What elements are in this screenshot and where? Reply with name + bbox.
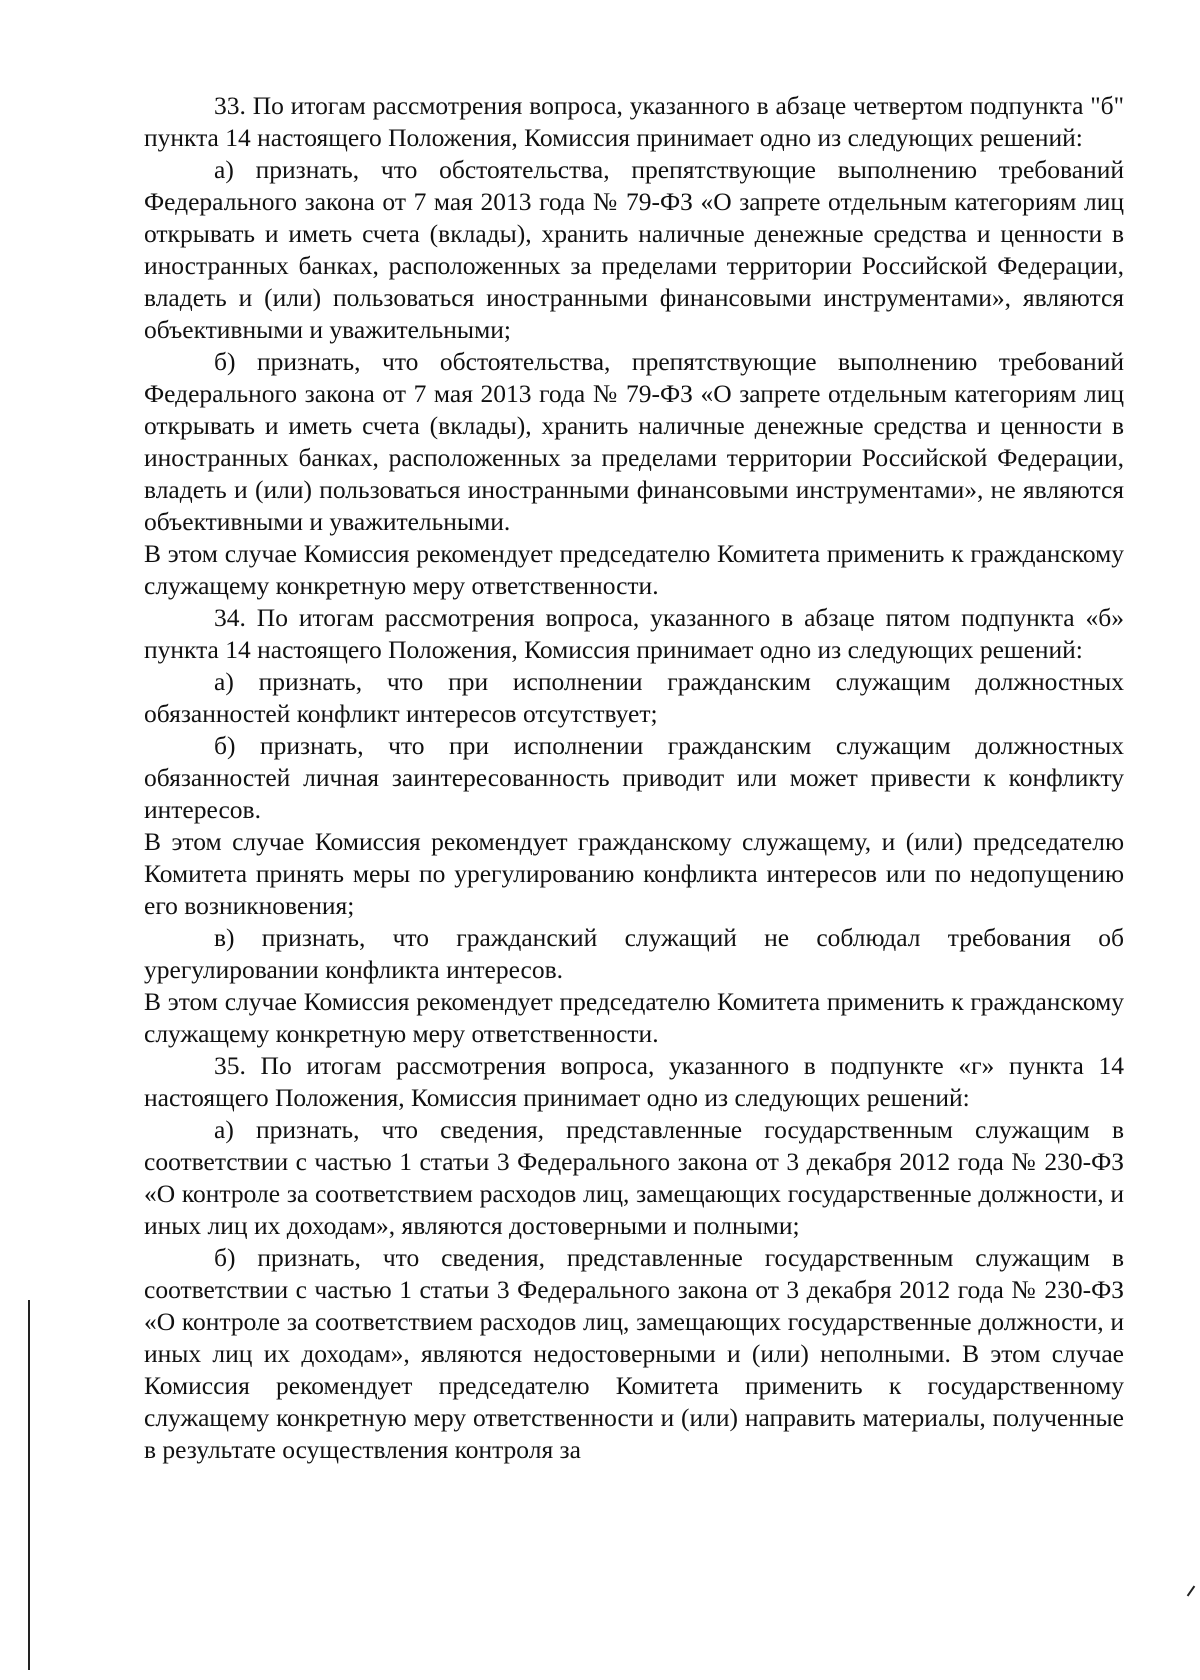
paragraph-35: 35. По итогам рассмотрения вопроса, указанного в подпункте «г» пункта 14 настоящего Положения, Комиссия принимает одно из следующих решений: <box>144 1051 1124 1112</box>
paragraph-33: 33. По итогам рассмотрения вопроса, указанного в абзаце четвертом подпункта "б" пункта 14 настоящего Положения, Комиссия принимает одно из следующих решений: <box>144 91 1124 152</box>
paragraph-35-a: а) признать, что сведения, представленные государственным служащим в соответствии с частью 1 статьи 3 Федерального закона от 3 декабря 2012 года № 230-ФЗ «О контроле за соответствием расходов лиц, замещающих государственные должности, и иных лиц их доходам», являются достоверными и полными; <box>144 1115 1124 1240</box>
paragraph-34-b: б) признать, что при исполнении гражданским служащим должностных обязанностей личная заинтересованность приводит или может привести к конфликту интересов. <box>144 731 1124 824</box>
paragraph-34-v: в) признать, что гражданский служащий не соблюдал требования об урегулировании конфликта интересов. <box>144 923 1124 984</box>
paragraph-34-a: а) признать, что при исполнении гражданским служащим должностных обязанностей конфликт интересов отсутствует; <box>144 667 1124 728</box>
paragraph-35-b: б) признать, что сведения, представленные государственным служащим в соответствии с частью 1 статьи 3 Федерального закона от 3 декабря 2012 года № 230-ФЗ «О контроле за соответствием расходов лиц, замещающих государственные должности, и иных лиц их доходам», являются недостоверными и (или) неполными. В этом случае Комиссия рекомендует председателю Комитета применить к государственному служащему конкретную меру ответственности и (или) направить материалы, полученные в результате осуществления контроля за <box>144 1243 1124 1464</box>
paragraph-33-b: б) признать, что обстоятельства, препятствующие выполнению требований Федерального закона от 7 мая 2013 года № 79-ФЗ «О запрете отдельным категориям лиц открывать и иметь счета (вклады), хранить наличные денежные средства и ценности в иностранных банках, расположенных за пределами территории Российской Федерации, владеть и (или) пользоваться иностранными финансовыми инструментами», не являются объективными и уважительными. <box>144 347 1124 536</box>
paragraph-34: 34. По итогам рассмотрения вопроса, указанного в абзаце пятом подпункта «б» пункта 14 настоящего Положения, Комиссия принимает одно из следующих решений: <box>144 603 1124 664</box>
paragraph-33-b-note: В этом случае Комиссия рекомендует председателю Комитета применить к гражданскому служащему конкретную меру ответственности. <box>144 539 1124 600</box>
paragraph-33-a: а) признать, что обстоятельства, препятствующие выполнению требований Федерального закона от 7 мая 2013 года № 79-ФЗ «О запрете отдельным категориям лиц открывать и иметь счета (вклады), хранить наличные денежные средства и ценности в иностранных банках, расположенных за пределами территории Российской Федерации, владеть и (или) пользоваться иностранными финансовыми инструментами», являются объективными и уважительными; <box>144 155 1124 344</box>
scan-edge-mark <box>1187 1586 1196 1597</box>
paragraph-34-b-note: В этом случае Комиссия рекомендует гражданскому служащему, и (или) председателю Комитета принять меры по урегулированию конфликта интересов или по недопущению его возникновения; <box>144 827 1124 920</box>
paragraph-34-v-note: В этом случае Комиссия рекомендует председателю Комитета применить к гражданскому служащему конкретную меру ответственности. <box>144 987 1124 1048</box>
document-body <box>144 90 1124 1466</box>
scan-edge-line <box>28 1300 30 1670</box>
